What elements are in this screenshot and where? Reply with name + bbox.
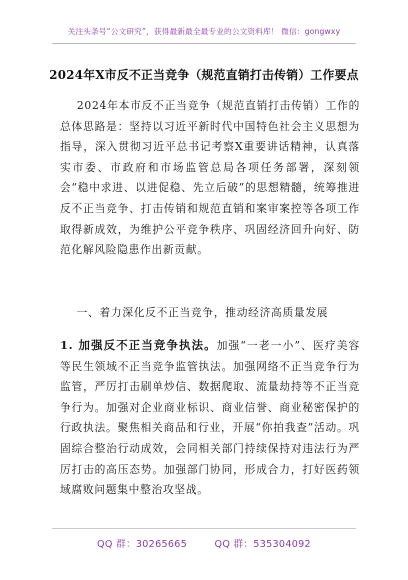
section-heading: 一、着力深化反不正当竞争，推动经济高质量发展 [60,306,329,319]
header-banner: 关注头条号“公文研究”，获得最新最全最专业的公文资料库！ 微信：gongwxy [67,27,341,36]
footer-qq-group-2: QQ 群：535304092 [214,539,311,550]
intro-paragraph: 2024年本市反不正当竞争（规范直销打击传销）工作的总体思路是：坚持以习近平新时代中国特色社会主义思想为指导，深入贯彻习近平总书记考察X重要讲话精神，认真落实市委、市政府和市场监管总局各项任务部署，深刻领会“稳中求进、以进促稳、先立后破”的思想精髓，统筹推进反不正当竞争、打击传销和规范直销和案审案控等各项工作取得新成效，为维护公平竞争秩序、巩固经济回升向好、防范化解风险隐患作出新贡献。 [60,99,361,257]
item-paragraph [60,335,360,501]
item-body: 加强“一老一小”、医疗美容等民生领域不正当竞争监管执法。加强网络不正当竞争行为监管，严厉打击刷单炒信、数据爬取、流量劫持等不正当竞争行为。加强对企业商业标识、商业信誉、商业秘密保护的行政执法。聚焦相关商品和行业，开展“你拍我查”活动。巩固综合整治行动成效，会同相关部门持续保持对违法行为严厉打击的高压态势。加强部门协同，形成合力，打好医药领域腐败问题集中整治攻坚战。 [60,339,360,497]
header-divider [52,43,356,44]
footer-qq-group-1: QQ 群：30265665 [97,539,188,550]
footer-divider [52,528,356,529]
document-title: 2024年X市反不正当竞争（规范直销打击传销）工作要点 [49,68,359,82]
item-lead: 1. 加强反不正当竞争执法。 [60,338,217,352]
footer [0,536,408,550]
